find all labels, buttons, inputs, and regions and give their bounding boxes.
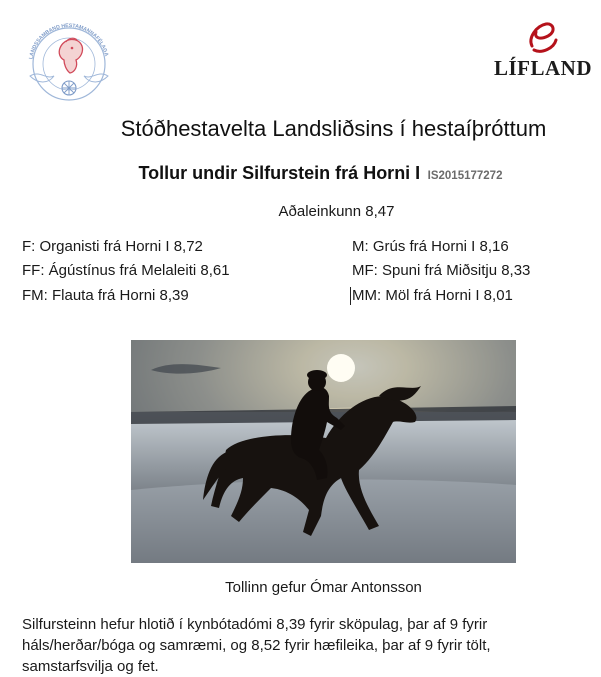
pedigree-dam-dam: MM: Möl frá Horni I 8,01 — [352, 287, 513, 304]
pedigree-sire: F: Organisti frá Horni I 8,72 — [22, 238, 203, 255]
rider-silhouette-image — [131, 340, 516, 563]
association-logo — [20, 18, 118, 102]
pedigree-dam: M: Grús frá Horni I 8,16 — [352, 238, 509, 255]
svg-text:LANDSSAMBAND HESTAMANNAFÉLAGA: LANDSSAMBAND HESTAMANNAFÉLAGA — [28, 22, 110, 60]
association-seal-icon — [20, 18, 118, 102]
lifland-logo — [490, 20, 596, 80]
pedigree-sire-sire: FF: Ágústínus frá Melaleiti 8,61 — [22, 262, 230, 279]
pedigree-sire-dam: FM: Flauta frá Horni 8,39 — [22, 287, 189, 304]
pedigree-dam-sire: MF: Spuni frá Miðsitju 8,33 — [352, 262, 531, 279]
body-paragraph: Silfursteinn hefur hlotið í kynbótadómi 8,39 fyrir sköpulag, þar af 9 fyrir háls/herðar/bóga og samræmi, og 8,52 fyrir hæfileika, þar af 9 fyrir tölt, samstarfsvilja og fet. — [22, 616, 491, 675]
lifland-ribbon-icon — [526, 20, 560, 54]
document-title: Stóðhestavelta Landsliðsins í hestaíþróttum — [120, 116, 547, 141]
lifland-wordmark: LÍFLAND — [493, 56, 592, 80]
horse-name: Tollur undir Silfurstein frá Horni I — [138, 163, 421, 183]
horse-id: IS2015177272 — [427, 170, 503, 182]
text-cursor — [350, 287, 351, 305]
horse-photo — [131, 340, 516, 563]
photo-caption: Tollinn gefur Ómar Antonsson — [225, 579, 422, 596]
horse-heading — [0, 163, 601, 184]
main-score: Aðaleinkunn 8,47 — [278, 203, 395, 220]
